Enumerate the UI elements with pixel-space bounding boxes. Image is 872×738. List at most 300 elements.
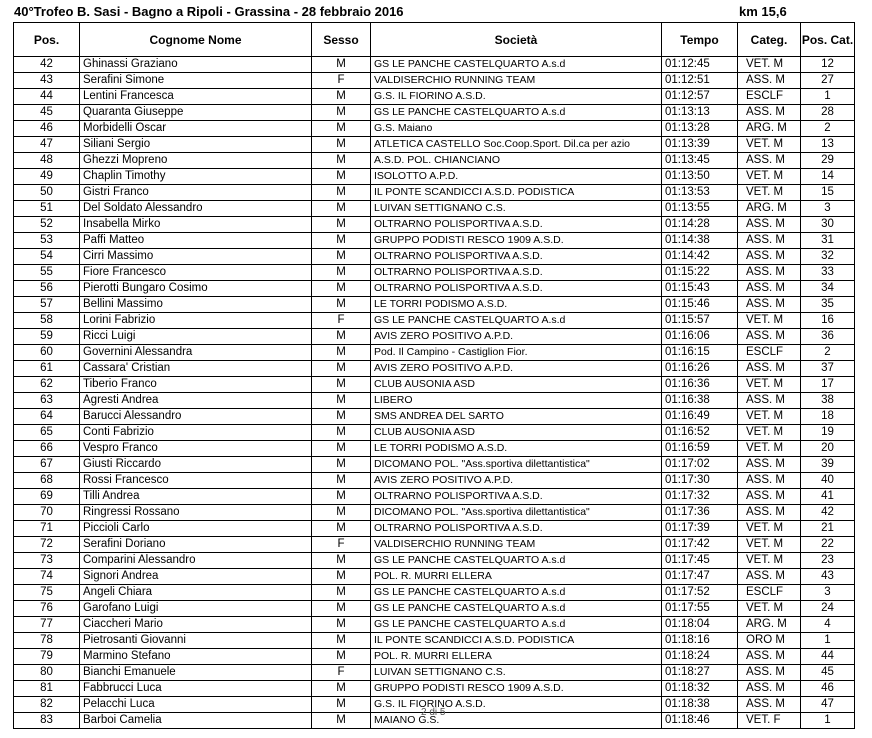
- cell-category-pos: 46: [801, 681, 855, 697]
- cell-time: 01:17:30: [662, 473, 738, 489]
- cell-category-pos: 40: [801, 473, 855, 489]
- cell-name: Lorini Fabrizio: [80, 313, 312, 329]
- cell-sex: M: [312, 393, 371, 409]
- table-row: [14, 585, 855, 601]
- cell-category: VET. M: [738, 185, 801, 201]
- cell-category: ARG. M: [738, 201, 801, 217]
- col-header-club: Società: [371, 23, 662, 57]
- table-row: [14, 345, 855, 361]
- cell-category: ASS. M: [738, 105, 801, 121]
- cell-sex: M: [312, 601, 371, 617]
- cell-category-pos: 45: [801, 665, 855, 681]
- cell-category-pos: 20: [801, 441, 855, 457]
- cell-club: GS LE PANCHE CASTELQUARTO A.s.d: [371, 57, 662, 73]
- cell-name: Fabbrucci Luca: [80, 681, 312, 697]
- cell-category: ASS. M: [738, 681, 801, 697]
- cell-time: 01:13:39: [662, 137, 738, 153]
- cell-pos: 46: [14, 121, 80, 137]
- cell-time: 01:17:36: [662, 505, 738, 521]
- cell-name: Del Soldato Alessandro: [80, 201, 312, 217]
- cell-category-pos: 13: [801, 137, 855, 153]
- cell-category: ASS. M: [738, 361, 801, 377]
- cell-category-pos: 41: [801, 489, 855, 505]
- cell-name: Barucci Alessandro: [80, 409, 312, 425]
- cell-sex: M: [312, 489, 371, 505]
- race-distance: km 15,6: [739, 4, 787, 19]
- cell-sex: M: [312, 345, 371, 361]
- cell-category: ESCLF: [738, 345, 801, 361]
- table-row: [14, 89, 855, 105]
- cell-sex: M: [312, 169, 371, 185]
- cell-name: Quaranta Giuseppe: [80, 105, 312, 121]
- cell-pos: 59: [14, 329, 80, 345]
- cell-sex: F: [312, 313, 371, 329]
- cell-time: 01:17:47: [662, 569, 738, 585]
- cell-club: OLTRARNO POLISPORTIVA A.S.D.: [371, 249, 662, 265]
- cell-sex: M: [312, 553, 371, 569]
- cell-category: VET. F: [738, 713, 801, 729]
- cell-name: Vespro Franco: [80, 441, 312, 457]
- cell-sex: M: [312, 441, 371, 457]
- cell-category: ORO M: [738, 633, 801, 649]
- cell-pos: 45: [14, 105, 80, 121]
- cell-category-pos: 17: [801, 377, 855, 393]
- cell-sex: F: [312, 537, 371, 553]
- page-title: 40°Trofeo B. Sasi - Bagno a Ripoli - Grassina - 28 febbraio 2016: [14, 4, 404, 19]
- table-row: [14, 73, 855, 89]
- cell-time: 01:12:51: [662, 73, 738, 89]
- cell-time: 01:18:27: [662, 665, 738, 681]
- cell-pos: 72: [14, 537, 80, 553]
- cell-category: ESCLF: [738, 585, 801, 601]
- cell-name: Ghezzi Mopreno: [80, 153, 312, 169]
- cell-sex: M: [312, 569, 371, 585]
- cell-time: 01:17:02: [662, 457, 738, 473]
- cell-club: GS LE PANCHE CASTELQUARTO A.s.d: [371, 585, 662, 601]
- cell-club: AVIS ZERO POSITIVO A.P.D.: [371, 329, 662, 345]
- cell-club: GS LE PANCHE CASTELQUARTO A.s.d: [371, 553, 662, 569]
- cell-club: LE TORRI PODISMO A.S.D.: [371, 297, 662, 313]
- cell-sex: M: [312, 409, 371, 425]
- cell-category-pos: 19: [801, 425, 855, 441]
- cell-name: Chaplin Timothy: [80, 169, 312, 185]
- cell-club: AVIS ZERO POSITIVO A.P.D.: [371, 361, 662, 377]
- cell-name: Pelacchi Luca: [80, 697, 312, 713]
- cell-name: Cassara' Cristian: [80, 361, 312, 377]
- table-row: [14, 361, 855, 377]
- cell-category: ASS. M: [738, 233, 801, 249]
- cell-pos: 43: [14, 73, 80, 89]
- cell-sex: M: [312, 697, 371, 713]
- cell-club: OLTRARNO POLISPORTIVA A.S.D.: [371, 217, 662, 233]
- cell-name: Agresti Andrea: [80, 393, 312, 409]
- cell-sex: M: [312, 713, 371, 729]
- cell-time: 01:18:16: [662, 633, 738, 649]
- cell-name: Rossi Francesco: [80, 473, 312, 489]
- cell-time: 01:16:38: [662, 393, 738, 409]
- cell-category: ASS. M: [738, 473, 801, 489]
- cell-category-pos: 1: [801, 633, 855, 649]
- cell-time: 01:17:55: [662, 601, 738, 617]
- cell-name: Ricci Luigi: [80, 329, 312, 345]
- cell-category-pos: 2: [801, 121, 855, 137]
- cell-pos: 60: [14, 345, 80, 361]
- cell-club: ISOLOTTO A.P.D.: [371, 169, 662, 185]
- cell-time: 01:18:46: [662, 713, 738, 729]
- cell-category: ASS. M: [738, 697, 801, 713]
- cell-club: GS LE PANCHE CASTELQUARTO A.s.d: [371, 313, 662, 329]
- cell-club: LUIVAN SETTIGNANO C.S.: [371, 201, 662, 217]
- table-row: [14, 489, 855, 505]
- cell-category-pos: 44: [801, 649, 855, 665]
- cell-pos: 81: [14, 681, 80, 697]
- cell-category: VET. M: [738, 521, 801, 537]
- cell-sex: M: [312, 377, 371, 393]
- col-header-category: Categ.: [738, 23, 801, 57]
- cell-category: VET. M: [738, 425, 801, 441]
- cell-pos: 80: [14, 665, 80, 681]
- cell-category-pos: 27: [801, 73, 855, 89]
- cell-sex: M: [312, 105, 371, 121]
- cell-pos: 53: [14, 233, 80, 249]
- cell-sex: M: [312, 633, 371, 649]
- cell-sex: F: [312, 73, 371, 89]
- cell-category: ASS. M: [738, 489, 801, 505]
- cell-pos: 51: [14, 201, 80, 217]
- cell-name: Siliani Sergio: [80, 137, 312, 153]
- cell-name: Serafini Doriano: [80, 537, 312, 553]
- cell-name: Angeli Chiara: [80, 585, 312, 601]
- cell-name: Gistri Franco: [80, 185, 312, 201]
- cell-name: Pierotti Bungaro Cosimo: [80, 281, 312, 297]
- cell-category-pos: 21: [801, 521, 855, 537]
- cell-pos: 77: [14, 617, 80, 633]
- cell-category: VET. M: [738, 377, 801, 393]
- cell-club: POL. R. MURRI ELLERA: [371, 569, 662, 585]
- cell-name: Governini Alessandra: [80, 345, 312, 361]
- cell-pos: 64: [14, 409, 80, 425]
- cell-sex: M: [312, 297, 371, 313]
- table-row: [14, 105, 855, 121]
- cell-pos: 42: [14, 57, 80, 73]
- table-row: [14, 121, 855, 137]
- cell-sex: M: [312, 617, 371, 633]
- cell-pos: 70: [14, 505, 80, 521]
- cell-category-pos: 35: [801, 297, 855, 313]
- cell-category-pos: 4: [801, 617, 855, 633]
- cell-club: OLTRARNO POLISPORTIVA A.S.D.: [371, 281, 662, 297]
- cell-name: Conti Fabrizio: [80, 425, 312, 441]
- cell-time: 01:18:04: [662, 617, 738, 633]
- cell-pos: 65: [14, 425, 80, 441]
- cell-time: 01:13:13: [662, 105, 738, 121]
- table-row: [14, 281, 855, 297]
- cell-club: A.S.D. POL. CHIANCIANO: [371, 153, 662, 169]
- cell-time: 01:16:36: [662, 377, 738, 393]
- cell-name: Insabella Mirko: [80, 217, 312, 233]
- cell-pos: 75: [14, 585, 80, 601]
- cell-sex: M: [312, 265, 371, 281]
- cell-time: 01:12:57: [662, 89, 738, 105]
- table-row: [14, 217, 855, 233]
- table-row: [14, 137, 855, 153]
- cell-name: Ciaccheri Mario: [80, 617, 312, 633]
- cell-name: Pietrosanti Giovanni: [80, 633, 312, 649]
- table-row: [14, 409, 855, 425]
- table-row: [14, 601, 855, 617]
- cell-time: 01:18:24: [662, 649, 738, 665]
- cell-sex: M: [312, 201, 371, 217]
- results-header: [14, 23, 855, 57]
- table-row: [14, 553, 855, 569]
- cell-category: VET. M: [738, 601, 801, 617]
- cell-category-pos: 23: [801, 553, 855, 569]
- cell-name: Signori Andrea: [80, 569, 312, 585]
- cell-category-pos: 29: [801, 153, 855, 169]
- cell-pos: 63: [14, 393, 80, 409]
- table-row: [14, 201, 855, 217]
- cell-time: 01:17:45: [662, 553, 738, 569]
- cell-category: ASS. M: [738, 73, 801, 89]
- cell-category: ASS. M: [738, 281, 801, 297]
- cell-club: POL. R. MURRI ELLERA: [371, 649, 662, 665]
- cell-sex: M: [312, 361, 371, 377]
- cell-pos: 62: [14, 377, 80, 393]
- cell-name: Ghinassi Graziano: [80, 57, 312, 73]
- cell-club: IL PONTE SCANDICCI A.S.D. PODISTICA: [371, 185, 662, 201]
- cell-sex: M: [312, 57, 371, 73]
- cell-sex: M: [312, 281, 371, 297]
- cell-time: 01:16:26: [662, 361, 738, 377]
- cell-time: 01:16:15: [662, 345, 738, 361]
- col-header-pos: Pos.: [14, 23, 80, 57]
- cell-category-pos: 3: [801, 201, 855, 217]
- cell-pos: 66: [14, 441, 80, 457]
- cell-category: ASS. M: [738, 249, 801, 265]
- cell-club: G.S. IL FIORINO A.S.D.: [371, 89, 662, 105]
- cell-category: ASS. M: [738, 265, 801, 281]
- cell-category: ARG. M: [738, 121, 801, 137]
- page-number: 2 di 5: [421, 707, 446, 718]
- cell-sex: M: [312, 185, 371, 201]
- table-row: [14, 505, 855, 521]
- cell-club: G.S. Maiano: [371, 121, 662, 137]
- cell-category: ASS. M: [738, 505, 801, 521]
- table-row: [14, 313, 855, 329]
- cell-pos: 61: [14, 361, 80, 377]
- cell-category-pos: 28: [801, 105, 855, 121]
- cell-pos: 82: [14, 697, 80, 713]
- cell-sex: M: [312, 649, 371, 665]
- table-row: [14, 185, 855, 201]
- cell-sex: M: [312, 153, 371, 169]
- cell-time: 01:17:52: [662, 585, 738, 601]
- cell-sex: M: [312, 217, 371, 233]
- cell-name: Lentini Francesca: [80, 89, 312, 105]
- cell-category-pos: 12: [801, 57, 855, 73]
- cell-category-pos: 39: [801, 457, 855, 473]
- col-header-category-pos: Pos. Cat.: [801, 23, 855, 57]
- cell-name: Comparini Alessandro: [80, 553, 312, 569]
- cell-category-pos: 43: [801, 569, 855, 585]
- cell-time: 01:13:28: [662, 121, 738, 137]
- cell-sex: M: [312, 121, 371, 137]
- cell-sex: M: [312, 233, 371, 249]
- cell-category-pos: 2: [801, 345, 855, 361]
- cell-name: Cirri Massimo: [80, 249, 312, 265]
- cell-time: 01:13:53: [662, 185, 738, 201]
- cell-time: 01:14:28: [662, 217, 738, 233]
- cell-name: Marmino Stefano: [80, 649, 312, 665]
- cell-category-pos: 36: [801, 329, 855, 345]
- cell-name: Fiore Francesco: [80, 265, 312, 281]
- cell-category-pos: 31: [801, 233, 855, 249]
- cell-name: Barboi Camelia: [80, 713, 312, 729]
- cell-club: CLUB AUSONIA ASD: [371, 425, 662, 441]
- cell-category-pos: 18: [801, 409, 855, 425]
- cell-name: Tilli Andrea: [80, 489, 312, 505]
- cell-category: ASS. M: [738, 393, 801, 409]
- cell-pos: 55: [14, 265, 80, 281]
- cell-pos: 68: [14, 473, 80, 489]
- table-row: [14, 617, 855, 633]
- cell-time: 01:16:59: [662, 441, 738, 457]
- cell-name: Piccioli Carlo: [80, 521, 312, 537]
- cell-club: LE TORRI PODISMO A.S.D.: [371, 441, 662, 457]
- col-header-name: Cognome Nome: [80, 23, 312, 57]
- cell-category: VET. M: [738, 313, 801, 329]
- cell-category: ASS. M: [738, 569, 801, 585]
- cell-category-pos: 33: [801, 265, 855, 281]
- cell-category-pos: 3: [801, 585, 855, 601]
- table-row: [14, 393, 855, 409]
- cell-club: GRUPPO PODISTI RESCO 1909 A.S.D.: [371, 681, 662, 697]
- table-row: [14, 297, 855, 313]
- cell-pos: 54: [14, 249, 80, 265]
- cell-name: Bianchi Emanuele: [80, 665, 312, 681]
- cell-category-pos: 22: [801, 537, 855, 553]
- cell-time: 01:15:46: [662, 297, 738, 313]
- cell-club: G.S. IL FIORINO A.S.D.: [371, 697, 662, 713]
- cell-time: 01:18:32: [662, 681, 738, 697]
- cell-name: Morbidelli Oscar: [80, 121, 312, 137]
- cell-time: 01:16:49: [662, 409, 738, 425]
- cell-category-pos: 37: [801, 361, 855, 377]
- cell-pos: 79: [14, 649, 80, 665]
- cell-club: ATLETICA CASTELLO Soc.Coop.Sport. Dil.ca per azio: [371, 137, 662, 153]
- cell-pos: 58: [14, 313, 80, 329]
- cell-time: 01:15:43: [662, 281, 738, 297]
- cell-category: ASS. M: [738, 665, 801, 681]
- cell-time: 01:15:57: [662, 313, 738, 329]
- cell-name: Giusti Riccardo: [80, 457, 312, 473]
- cell-category-pos: 38: [801, 393, 855, 409]
- cell-pos: 57: [14, 297, 80, 313]
- table-row: [14, 665, 855, 681]
- table-row: [14, 329, 855, 345]
- cell-category: VET. M: [738, 409, 801, 425]
- cell-pos: 47: [14, 137, 80, 153]
- cell-sex: M: [312, 681, 371, 697]
- cell-pos: 49: [14, 169, 80, 185]
- cell-pos: 56: [14, 281, 80, 297]
- table-row: [14, 233, 855, 249]
- cell-pos: 71: [14, 521, 80, 537]
- cell-club: LIBERO: [371, 393, 662, 409]
- cell-category: ASS. M: [738, 297, 801, 313]
- cell-time: 01:15:22: [662, 265, 738, 281]
- cell-name: Paffi Matteo: [80, 233, 312, 249]
- cell-category: VET. M: [738, 169, 801, 185]
- cell-category: ASS. M: [738, 457, 801, 473]
- cell-category-pos: 1: [801, 713, 855, 729]
- cell-category-pos: 30: [801, 217, 855, 233]
- cell-club: GS LE PANCHE CASTELQUARTO A.s.d: [371, 105, 662, 121]
- cell-category-pos: 1: [801, 89, 855, 105]
- cell-pos: 44: [14, 89, 80, 105]
- cell-category-pos: 24: [801, 601, 855, 617]
- cell-time: 01:17:42: [662, 537, 738, 553]
- col-header-time: Tempo: [662, 23, 738, 57]
- cell-club: DICOMANO POL. "Ass.sportiva dilettantistica": [371, 505, 662, 521]
- cell-sex: M: [312, 521, 371, 537]
- table-row: [14, 473, 855, 489]
- cell-sex: M: [312, 457, 371, 473]
- cell-sex: M: [312, 425, 371, 441]
- cell-category: VET. M: [738, 441, 801, 457]
- cell-club: Pod. Il Campino - Castiglion Fior.: [371, 345, 662, 361]
- cell-category: ASS. M: [738, 649, 801, 665]
- cell-category-pos: 15: [801, 185, 855, 201]
- cell-club: IL PONTE SCANDICCI A.S.D. PODISTICA: [371, 633, 662, 649]
- cell-category: VET. M: [738, 537, 801, 553]
- table-row: [14, 441, 855, 457]
- table-row: [14, 633, 855, 649]
- table-row: [14, 377, 855, 393]
- cell-club: SMS ANDREA DEL SARTO: [371, 409, 662, 425]
- cell-category: VET. M: [738, 57, 801, 73]
- cell-club: DICOMANO POL. "Ass.sportiva dilettantistica": [371, 457, 662, 473]
- cell-pos: 67: [14, 457, 80, 473]
- cell-pos: 69: [14, 489, 80, 505]
- cell-pos: 78: [14, 633, 80, 649]
- cell-category-pos: 42: [801, 505, 855, 521]
- cell-pos: 48: [14, 153, 80, 169]
- cell-time: 01:16:52: [662, 425, 738, 441]
- cell-name: Bellini Massimo: [80, 297, 312, 313]
- table-row: [14, 569, 855, 585]
- cell-pos: 73: [14, 553, 80, 569]
- cell-name: Ringressi Rossano: [80, 505, 312, 521]
- cell-club: VALDISERCHIO RUNNING TEAM: [371, 537, 662, 553]
- cell-category: VET. M: [738, 553, 801, 569]
- table-row: [14, 457, 855, 473]
- table-row: [14, 57, 855, 73]
- cell-time: 01:14:38: [662, 233, 738, 249]
- cell-club: MAIANO G.S.: [371, 713, 662, 729]
- cell-time: 01:14:42: [662, 249, 738, 265]
- cell-club: OLTRARNO POLISPORTIVA A.S.D.: [371, 521, 662, 537]
- cell-sex: M: [312, 137, 371, 153]
- results-body: [14, 57, 855, 729]
- cell-name: Tiberio Franco: [80, 377, 312, 393]
- table-row: [14, 249, 855, 265]
- cell-time: 01:13:50: [662, 169, 738, 185]
- table-row: [14, 425, 855, 441]
- table-row: [14, 537, 855, 553]
- cell-sex: M: [312, 249, 371, 265]
- cell-club: OLTRARNO POLISPORTIVA A.S.D.: [371, 265, 662, 281]
